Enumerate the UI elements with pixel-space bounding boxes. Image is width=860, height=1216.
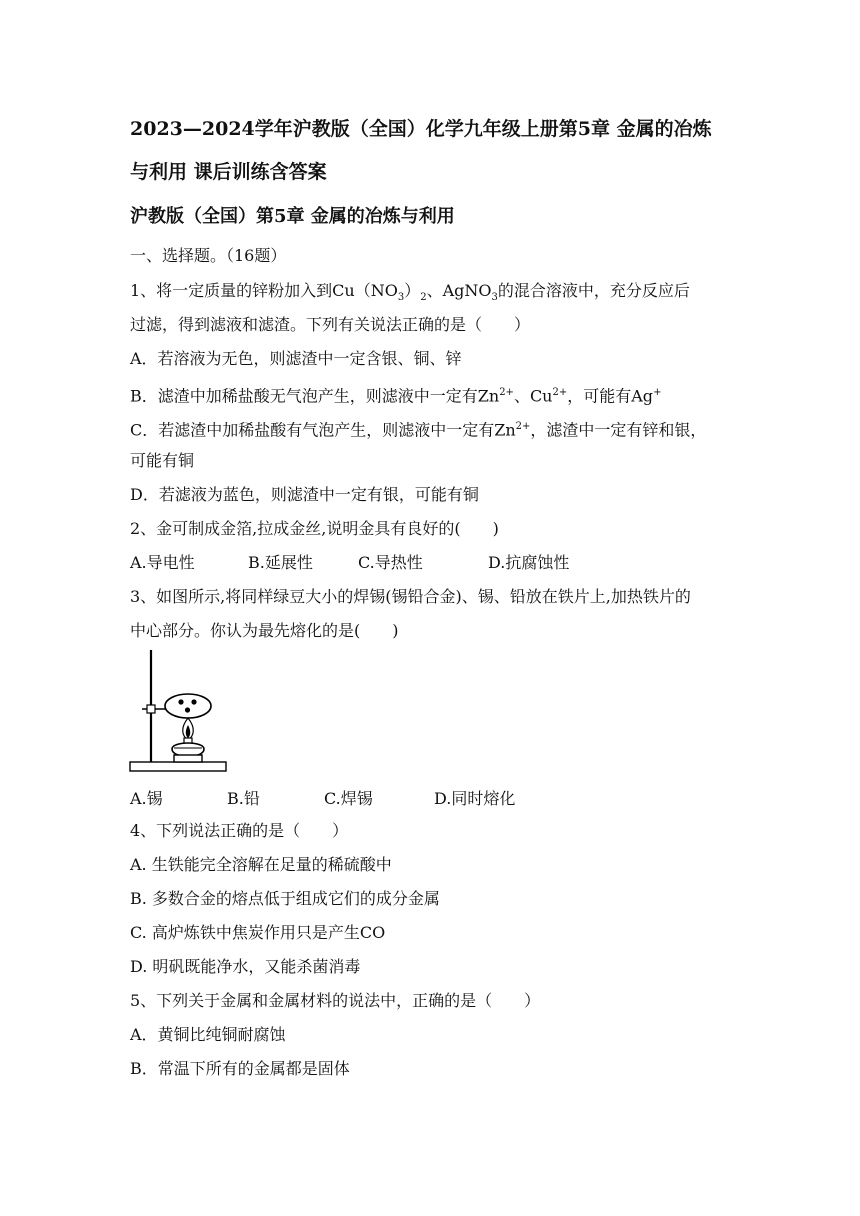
question-4-option-b: B. 多数合金的熔点低于组成它们的成分金属 [130, 889, 440, 908]
question-3-option: D.同时熔化 [434, 789, 516, 808]
question-2-options [130, 552, 569, 574]
section-heading: 一、选择题。（16题） [130, 246, 287, 265]
question-3-stem-line2: 中心部分。你认为最先熔化的是( ) [130, 621, 399, 640]
question-1-stem-line2: 过滤，得到滤液和滤渣。下列有关说法正确的是（ ） [130, 315, 531, 334]
question-1-option-d: D．若滤液为蓝色，则滤渣中一定有银，可能有铜 [130, 485, 479, 504]
question-2-option: C.导热性 [358, 553, 423, 572]
question-5-stem: 5、下列关于金属和金属材料的说法中，正确的是（ ） [130, 991, 541, 1010]
question-4-stem: 4、下列说法正确的是（ ） [130, 821, 349, 840]
question-5-option-a: A．黄铜比纯铜耐腐蚀 [130, 1025, 286, 1044]
question-1-option-c-line2: 可能有铜 [130, 451, 195, 470]
heating-apparatus-figure [128, 646, 230, 776]
question-1-option-b: B．滤渣中加稀盐酸无气泡产生，则滤液中一定有$Zn^{2+}$、$Cu^{2+}$，可能有Ag+ [130, 386, 662, 406]
question-4-option-c: C. 高炉炼铁中焦炭作用只是产生CO [130, 923, 386, 942]
document-title-line2: 与利用 课后训练含答案 [130, 161, 327, 183]
question-3-option: C.焊锡 [324, 789, 373, 808]
question-2-option: A.导电性 [130, 553, 195, 572]
question-2-option: D.抗腐蚀性 [488, 553, 570, 572]
question-3-stem: 3、如图所示,将同样绿豆大小的焊锡(锡铅合金)、锡、铅放在铁片上,加热铁片的 [130, 587, 691, 606]
question-4-option-d: D. 明矾既能净水，又能杀菌消毒 [130, 957, 361, 976]
question-3-options [130, 788, 515, 810]
question-2-option: B.延展性 [248, 553, 313, 572]
question-2-stem: 2、金可制成金箔,拉成金丝,说明金具有良好的( ) [130, 519, 499, 538]
question-1-option-a: A．若溶液为无色，则滤渣中一定含银、铜、锌 [130, 349, 462, 368]
document-title-line1: 2023—2024学年沪教版（全国）化学九年级上册第5章 金属的冶炼 [130, 118, 712, 140]
question-4-option-a: A. 生铁能完全溶解在足量的稀硫酸中 [130, 855, 392, 874]
question-1-stem: 1、将一定质量的锌粉加入到$Cu(NO_3)_2$、AgNO$_3$的混合溶液中，充分反应后 [130, 281, 690, 304]
question-3-option: A.锡 [130, 789, 163, 808]
question-5-option-b: B．常温下所有的金属都是固体 [130, 1059, 350, 1078]
question-3-option: B.铅 [227, 789, 260, 808]
question-1-option-c: C．若滤渣中加稀盐酸有气泡产生，则滤液中一定有$Zn^{2+}$，滤渣中一定有锌和银， [130, 420, 707, 440]
document-subtitle: 沪教版（全国）第5章 金属的冶炼与利用 [130, 206, 455, 227]
